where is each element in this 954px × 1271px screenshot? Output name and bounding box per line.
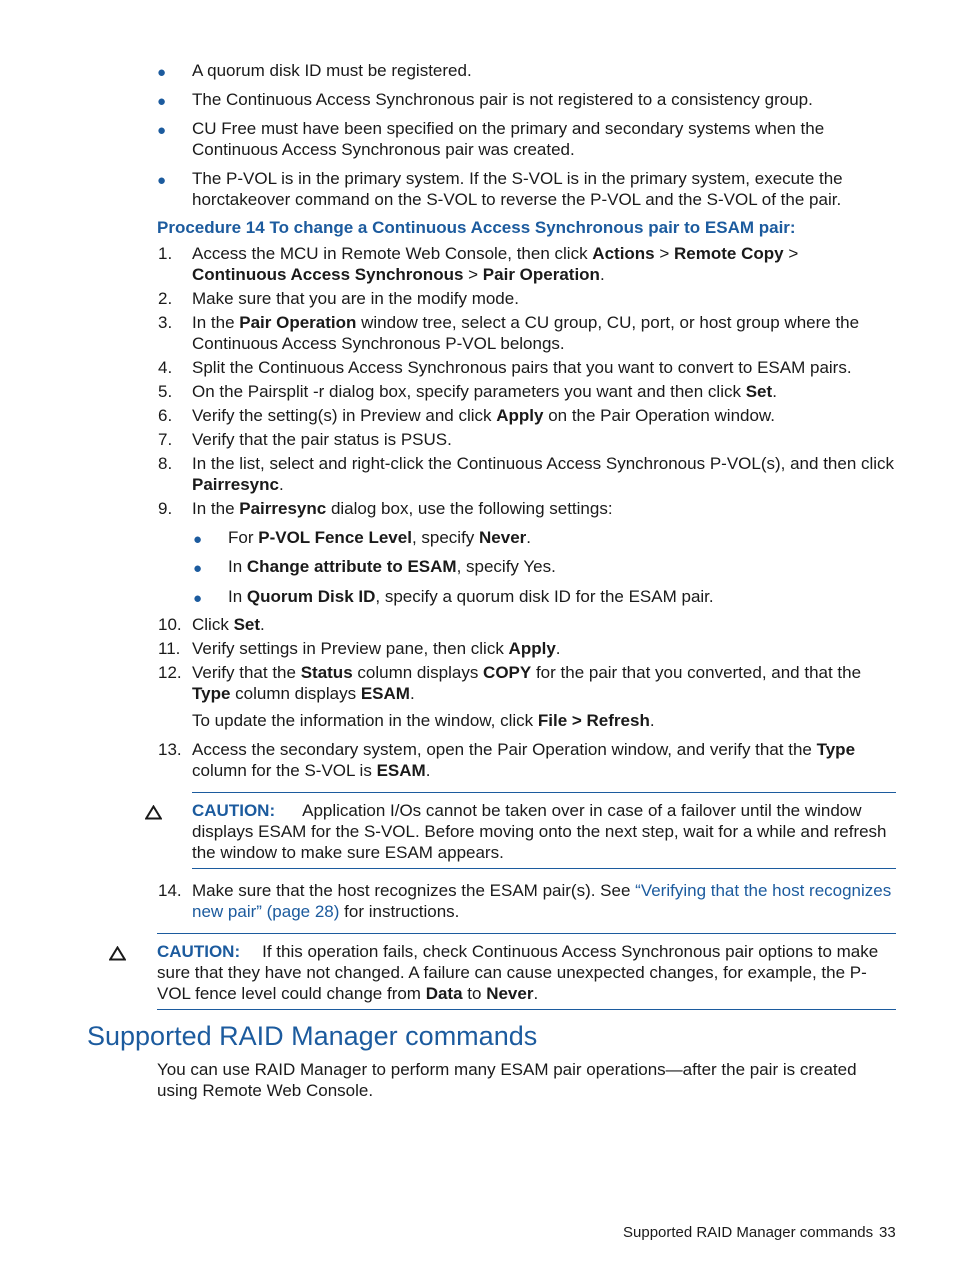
procedure-title: Procedure 14 To change a Continuous Access Synchronous pair to ESAM pair: (157, 218, 796, 237)
step-1: Access the MCU in Remote Web Console, then click Actions > Remote Copy > Continuous Access Synchronous > Pair Operation. (192, 244, 799, 284)
step-number: 9. (158, 499, 173, 518)
step-14: Make sure that the host recognizes the ESAM pair(s). See “Verifying that the host recognizes new pair” (page 28) for instructions. (192, 881, 892, 921)
bullet-dot-icon: ● (193, 531, 203, 548)
divider (192, 868, 896, 869)
step-number: 8. (158, 454, 173, 473)
warning-triangle-icon (109, 946, 126, 961)
caution-text: CAUTION: If this operation fails, check Continuous Access Synchronous pair options to make sure that they have not changed. A failure can cause unexpected changes, for example, the P-VOL fence level could change from Data to Never. (157, 942, 879, 1003)
list-item: CU Free must have been specified on the primary and secondary systems when the Continuous Access Synchronous pair was created. (192, 119, 825, 159)
sub-list-item: In Change attribute to ESAM, specify Yes. (228, 557, 556, 576)
step-3: In the Pair Operation window tree, select a CU group, CU, port, or host group where the Continuous Access Synchronous P-VOL belongs. (192, 313, 860, 353)
list-item: A quorum disk ID must be registered. (192, 61, 472, 80)
section-heading: Supported RAID Manager commands (87, 1021, 538, 1051)
step-8: In the list, select and right-click the Continuous Access Synchronous P-VOL(s), and then click Pairresync. (192, 454, 895, 494)
cross-reference-link[interactable]: “Verifying that the host recognizes new pair” (page 28) (192, 881, 892, 921)
step-2: Make sure that you are in the modify mode. (192, 289, 519, 308)
step-6: Verify the setting(s) in Preview and click Apply on the Pair Operation window. (192, 406, 775, 425)
list-item: The Continuous Access Synchronous pair is not registered to a consistency group. (192, 90, 813, 109)
step-7: Verify that the pair status is PSUS. (192, 430, 452, 449)
caution-label: CAUTION: (157, 942, 241, 961)
step-10: Click Set. (192, 615, 265, 634)
bullet-dot-icon: ● (157, 122, 167, 139)
step-12: Verify that the Status column displays COPY for the pair that you converted, and that the Type column displays ESAM. (192, 663, 862, 703)
step-number: 14. (158, 881, 182, 900)
step-number: 4. (158, 358, 173, 377)
step-number: 12. (158, 663, 182, 682)
step-number: 13. (158, 740, 182, 759)
step-13: Access the secondary system, open the Pair Operation window, and verify that the Type column for the S-VOL is ESAM. (192, 740, 856, 780)
sub-list-item: In Quorum Disk ID, specify a quorum disk ID for the ESAM pair. (228, 587, 714, 606)
step-number: 11. (158, 639, 181, 658)
step-number: 5. (158, 382, 173, 401)
step-number: 7. (158, 430, 173, 449)
divider (157, 1009, 896, 1010)
step-4: Split the Continuous Access Synchronous pairs that you want to convert to ESAM pairs. (192, 358, 852, 377)
step-number: 10. (158, 615, 182, 634)
caution-text: CAUTION: Application I/Os cannot be taken over in case of a failover until the window displays ESAM for the S-VOL. Before moving onto the next step, wait for a while and refresh the window to make sure ESAM appears. (192, 801, 887, 862)
step-number: 6. (158, 406, 173, 425)
footer-title: Supported RAID Manager commands (623, 1224, 874, 1241)
sub-list-item: For P-VOL Fence Level, specify Never. (228, 528, 532, 547)
step-5: On the Pairsplit -r dialog box, specify parameters you want and then click Set. (192, 382, 777, 401)
page-number: 33 (879, 1224, 896, 1241)
step-number: 1. (158, 244, 173, 263)
bullet-dot-icon: ● (193, 560, 203, 577)
bullet-dot-icon: ● (193, 590, 203, 607)
step-9: In the Pairresync dialog box, use the following settings: (192, 499, 613, 518)
bullet-dot-icon: ● (157, 93, 167, 110)
caution-label: CAUTION: (192, 801, 276, 820)
step-12-note: To update the information in the window, click File > Refresh. (192, 711, 655, 730)
list-item: The P-VOL is in the primary system. If the S-VOL is in the primary system, execute the horctakeover command on the S-VOL to reverse the P-VOL and the S-VOL of the pair. (192, 169, 843, 209)
step-number: 3. (158, 313, 173, 332)
warning-triangle-icon (145, 805, 162, 820)
divider (192, 792, 896, 793)
step-number: 2. (158, 289, 173, 308)
bullet-dot-icon: ● (157, 172, 167, 189)
divider (157, 933, 896, 934)
section-body: You can use RAID Manager to perform many ESAM pair operations—after the pair is created using Remote Web Console. (157, 1060, 857, 1100)
bullet-dot-icon: ● (157, 64, 167, 81)
step-11: Verify settings in Preview pane, then click Apply. (192, 639, 561, 658)
